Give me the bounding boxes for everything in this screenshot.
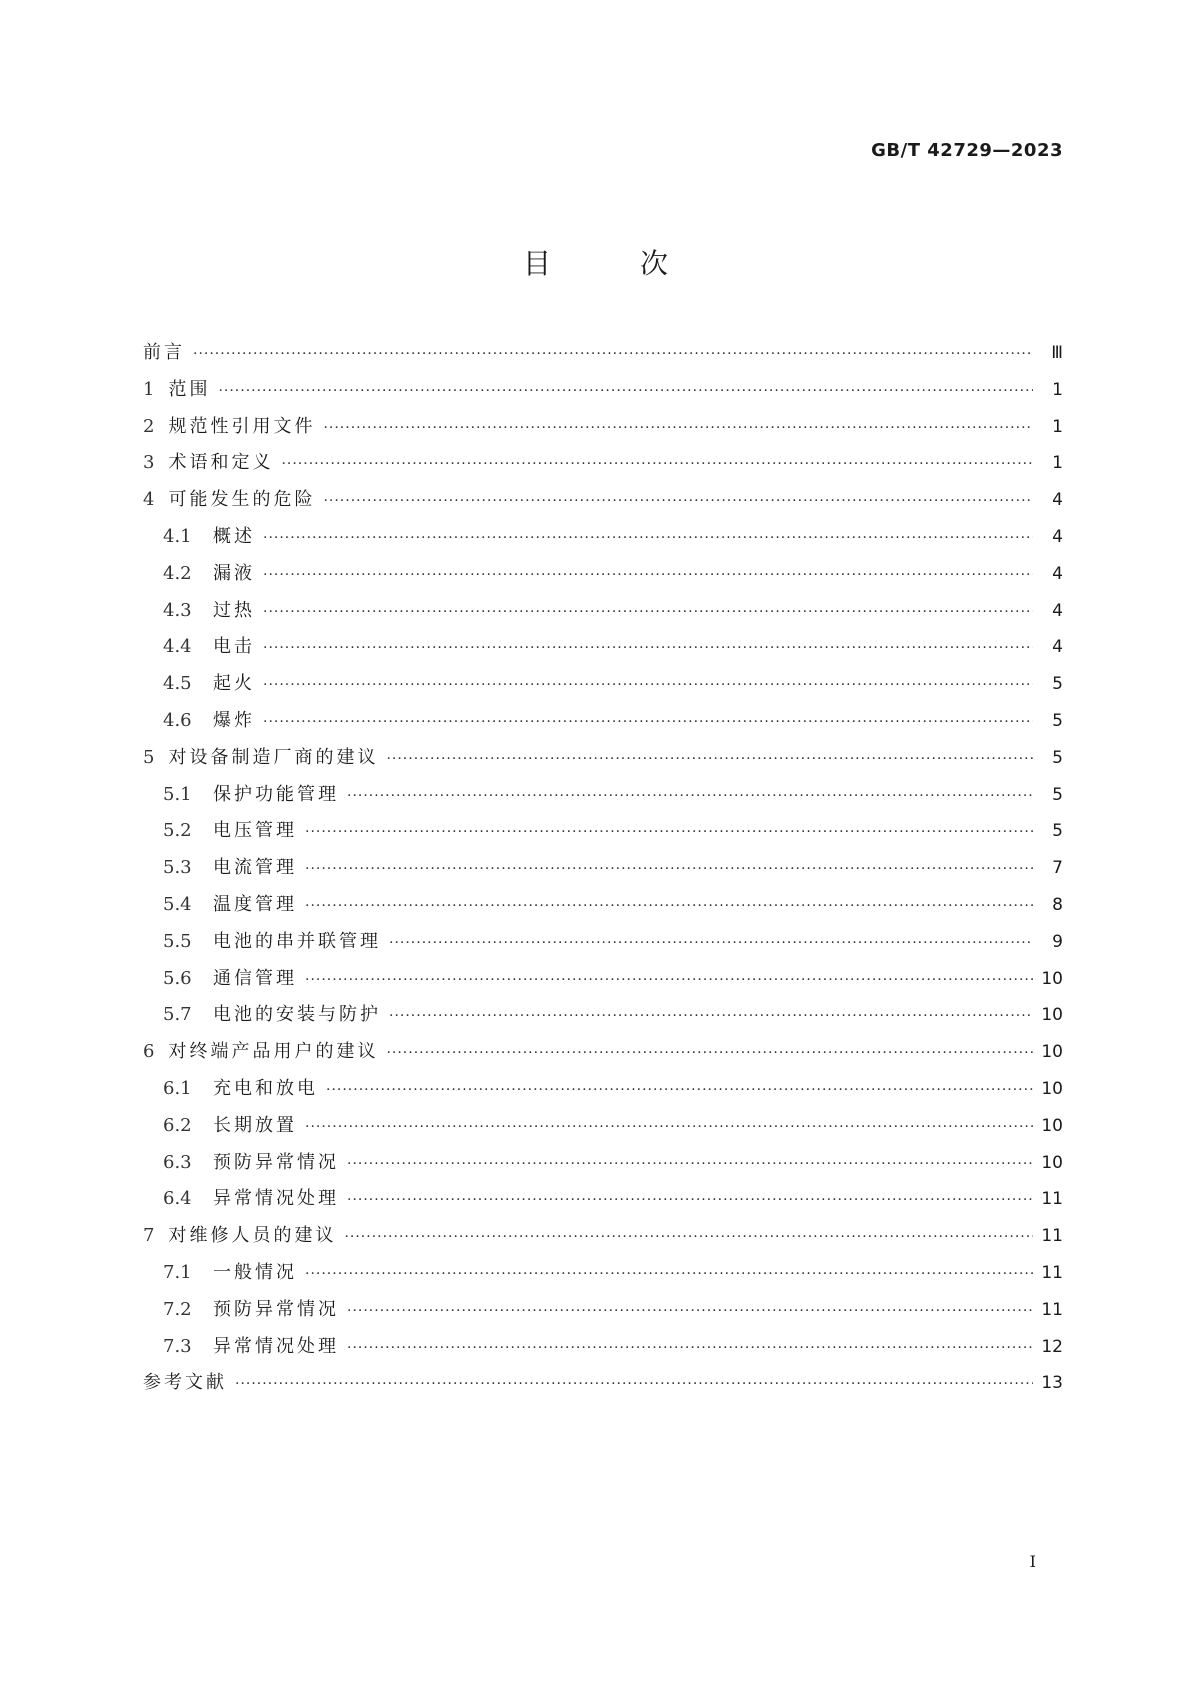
toc-entry[interactable] <box>143 1148 1063 1185</box>
toc-entry-page: 11 <box>1041 1299 1063 1320</box>
toc-entry[interactable] <box>143 853 1063 890</box>
toc-leader-dots <box>347 1192 1033 1208</box>
page-title-char-1: 目 <box>523 247 552 280</box>
page-title <box>0 242 1191 282</box>
toc-entry-label: 术语和定义 <box>168 452 274 474</box>
toc-entry-number: 4 <box>143 489 155 511</box>
toc-leader-dots <box>323 493 1033 509</box>
toc-entry-page: 1 <box>1052 416 1063 437</box>
page-title-char-2: 次 <box>639 247 668 280</box>
toc-leader-dots <box>263 714 1033 730</box>
toc-entry-label: 长期放置 <box>213 1114 297 1136</box>
toc-entry-label: 电击 <box>213 636 255 658</box>
toc-entry[interactable] <box>143 1111 1063 1148</box>
toc-entry-label: 对设备制造厂商的建议 <box>168 746 379 768</box>
toc-entry[interactable] <box>143 412 1063 449</box>
toc-entry-label: 电池的串并联管理 <box>213 930 381 952</box>
toc-entry-page: 11 <box>1041 1262 1063 1283</box>
toc-entry-label: 爆炸 <box>213 709 255 731</box>
toc-entry-number: 6.3 <box>163 1151 192 1173</box>
toc-entry-number: 2 <box>143 415 155 437</box>
toc-leader-dots <box>386 751 1033 767</box>
toc-leader-dots <box>347 1156 1033 1172</box>
toc-entry-label: 异常情况处理 <box>213 1188 339 1210</box>
toc-leader-dots <box>281 456 1033 472</box>
toc-entry-label: 充电和放电 <box>213 1077 318 1099</box>
toc-entry[interactable] <box>143 1074 1063 1111</box>
toc-entry-page: 5 <box>1052 784 1063 805</box>
toc-entry-label: 起火 <box>213 673 255 695</box>
toc-entry-page: 13 <box>1041 1373 1063 1394</box>
toc-entry-number: 5.4 <box>163 893 192 915</box>
toc-entry[interactable] <box>143 1221 1063 1258</box>
toc-entry-number: 3 <box>143 452 155 474</box>
toc-entry-number: 7.2 <box>163 1298 192 1320</box>
toc-entry-label: 前言 <box>143 342 185 363</box>
toc-entry-number: 7 <box>143 1225 155 1247</box>
toc-entry-number: 4.4 <box>163 636 192 658</box>
toc-entry[interactable] <box>143 1332 1063 1369</box>
toc-entry[interactable] <box>143 375 1063 412</box>
toc-leader-dots <box>326 1082 1033 1098</box>
toc-entry-label: 电流管理 <box>213 857 297 879</box>
toc-entry-page: 4 <box>1052 637 1063 658</box>
toc-entry-number: 5.2 <box>163 820 192 842</box>
toc-leader-dots <box>305 1266 1033 1282</box>
toc-entry-page: 5 <box>1052 674 1063 695</box>
toc-leader-dots <box>263 567 1033 583</box>
toc-entry-label: 对终端产品用户的建议 <box>168 1041 379 1063</box>
toc-entry-page: Ⅲ <box>1051 343 1063 363</box>
toc-entry-page: 11 <box>1041 1226 1063 1247</box>
toc-entry[interactable] <box>143 596 1063 633</box>
toc-entry-page: 7 <box>1052 858 1063 879</box>
toc-leader-dots <box>263 677 1033 693</box>
toc-entry-number: 6.4 <box>163 1188 192 1210</box>
toc-entry-page: 10 <box>1041 1152 1063 1173</box>
toc-entry-label: 可能发生的危险 <box>168 489 316 511</box>
standard-code: GB/T 42729—2023 <box>871 140 1063 161</box>
toc-leader-dots <box>263 530 1033 546</box>
toc-leader-dots <box>263 604 1033 620</box>
toc-entry-label: 漏液 <box>213 562 255 584</box>
toc-entry[interactable] <box>143 522 1063 559</box>
toc-entry[interactable] <box>143 448 1063 485</box>
toc-leader-dots <box>305 898 1033 914</box>
toc-entry-number: 5 <box>143 746 155 768</box>
toc-entry-page: 8 <box>1052 894 1063 915</box>
toc-entry-label: 电压管理 <box>213 820 297 842</box>
toc-entry-label: 参考文献 <box>143 1372 227 1394</box>
toc-entry-number: 4.3 <box>163 599 192 621</box>
toc-entry-label: 概述 <box>213 525 255 547</box>
toc-entry-number: 6 <box>143 1041 155 1063</box>
toc-entry-page: 11 <box>1041 1189 1063 1210</box>
toc-entry[interactable] <box>143 669 1063 706</box>
toc-entry-label: 异常情况处理 <box>213 1335 339 1357</box>
toc-entry-label: 电池的安装与防护 <box>213 1004 381 1026</box>
toc-entry-number: 6.1 <box>163 1077 192 1099</box>
toc-leader-dots <box>305 972 1033 988</box>
toc-entry-page: 4 <box>1052 563 1063 584</box>
toc-entry-page: 9 <box>1052 931 1063 952</box>
toc-entry-number: 7.3 <box>163 1335 192 1357</box>
toc-entry-page: 5 <box>1052 710 1063 731</box>
toc-entry-page: 1 <box>1052 453 1063 474</box>
toc-entry[interactable] <box>143 1000 1063 1037</box>
toc-leader-dots <box>347 1340 1033 1356</box>
toc-entry-page: 5 <box>1052 747 1063 768</box>
toc-entry[interactable] <box>143 632 1063 669</box>
toc-leader-dots <box>347 788 1033 804</box>
toc-leader-dots <box>235 1376 1033 1392</box>
toc-entry-page: 10 <box>1041 1042 1063 1063</box>
toc-leader-dots <box>263 640 1033 656</box>
toc-entry-page: 12 <box>1041 1336 1063 1357</box>
toc-entry[interactable] <box>143 1295 1063 1332</box>
toc-entry-page: 1 <box>1052 379 1063 400</box>
toc-leader-dots <box>386 1045 1033 1061</box>
toc-leader-dots <box>389 1008 1033 1024</box>
toc-entry-page: 10 <box>1041 1115 1063 1136</box>
toc-entry[interactable] <box>143 1037 1063 1074</box>
toc-entry[interactable] <box>143 816 1063 853</box>
toc-entry[interactable] <box>143 706 1063 743</box>
toc-entry-page: 10 <box>1041 1078 1063 1099</box>
toc-entry-number: 7.1 <box>163 1261 192 1283</box>
toc-entry-label: 预防异常情况 <box>213 1298 339 1320</box>
toc-entry-label: 温度管理 <box>213 893 297 915</box>
toc-entry[interactable] <box>143 964 1063 1001</box>
toc-entry-page: 10 <box>1041 1005 1063 1026</box>
toc-entry-page: 4 <box>1052 490 1063 511</box>
toc-entry-number: 4.1 <box>163 525 192 547</box>
toc-entry-label: 通信管理 <box>213 967 297 989</box>
toc-entry-page: 4 <box>1052 526 1063 547</box>
toc-entry[interactable] <box>143 338 1063 375</box>
toc-entry-label: 范围 <box>168 378 211 400</box>
toc-entry-label: 一般情况 <box>213 1261 297 1283</box>
toc-entry-page: 4 <box>1052 600 1063 621</box>
table-of-contents <box>143 338 1063 1405</box>
toc-entry-number: 5.3 <box>163 857 192 879</box>
toc-leader-dots <box>305 824 1033 840</box>
toc-entry-number: 4.2 <box>163 562 192 584</box>
toc-entry-number: 6.2 <box>163 1114 192 1136</box>
toc-entry[interactable] <box>143 485 1063 522</box>
toc-entry-number: 5.7 <box>163 1004 192 1026</box>
toc-entry-number: 5.1 <box>163 783 192 805</box>
toc-entry-number: 4.5 <box>163 673 192 695</box>
toc-leader-dots <box>347 1303 1033 1319</box>
toc-leader-dots <box>193 346 1033 362</box>
toc-entry-number: 5.6 <box>163 967 192 989</box>
toc-leader-dots <box>389 935 1033 951</box>
toc-leader-dots <box>305 861 1033 877</box>
toc-entry-label: 过热 <box>213 599 255 621</box>
toc-entry[interactable] <box>143 927 1063 964</box>
toc-entry-page: 5 <box>1052 821 1063 842</box>
toc-entry-number: 5.5 <box>163 930 192 952</box>
toc-entry-label: 预防异常情况 <box>213 1151 339 1173</box>
toc-entry[interactable] <box>143 559 1063 596</box>
page-number: Ⅰ <box>1029 1552 1036 1571</box>
toc-entry[interactable] <box>143 1184 1063 1221</box>
toc-entry-label: 对维修人员的建议 <box>168 1225 337 1247</box>
toc-entry[interactable] <box>143 890 1063 927</box>
toc-leader-dots <box>344 1229 1033 1245</box>
toc-entry-label: 规范性引用文件 <box>168 415 316 437</box>
toc-entry[interactable] <box>143 1258 1063 1295</box>
toc-entry-label: 保护功能管理 <box>213 783 339 805</box>
toc-entry[interactable] <box>143 780 1063 817</box>
toc-entry-page: 10 <box>1041 968 1063 989</box>
toc-entry[interactable] <box>143 743 1063 780</box>
toc-leader-dots <box>305 1119 1033 1135</box>
toc-leader-dots <box>218 383 1033 399</box>
toc-entry-number: 4.6 <box>163 709 192 731</box>
toc-entry-number: 1 <box>143 378 155 400</box>
toc-entry[interactable] <box>143 1368 1063 1405</box>
toc-leader-dots <box>323 420 1033 436</box>
